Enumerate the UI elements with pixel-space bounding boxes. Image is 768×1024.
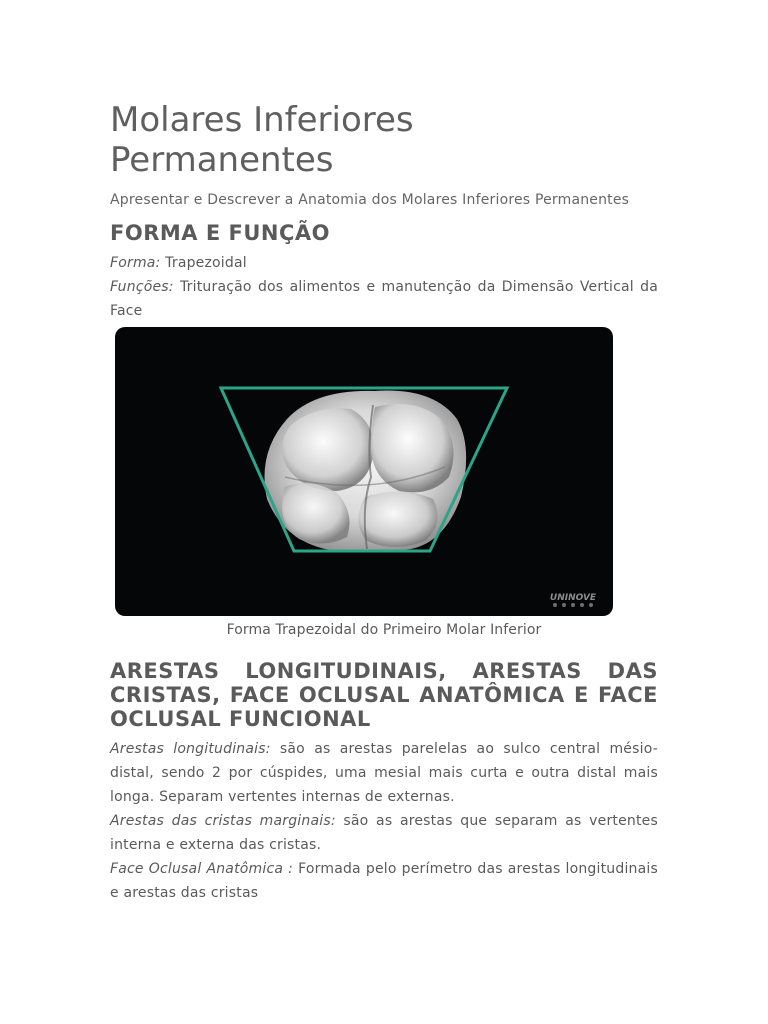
text-forma: Trapezoidal bbox=[160, 255, 247, 271]
paragraph-arestas-cristas bbox=[110, 809, 658, 857]
text-arestas-longitudinais: são as arestas parelelas ao sulco central mésio-distal, sendo 2 por cúspides, uma mesial mais curta e outra distal mais longa. Separam vertentes internas de externas. bbox=[110, 741, 658, 805]
term-forma: Forma: bbox=[110, 255, 161, 271]
paragraph-face-oclusal bbox=[110, 857, 658, 905]
watermark-dots bbox=[553, 603, 593, 607]
text-arestas-cristas: são as arestas que separam as vertentes interna e externa das cristas. bbox=[110, 813, 658, 853]
text-face-oclusal: Formada pelo perímetro das arestas longitudinais e arestas das cristas bbox=[110, 861, 658, 901]
paragraph-forma bbox=[110, 251, 658, 275]
paragraph-arestas-longitudinais bbox=[110, 737, 658, 809]
term-arestas-longitudinais: Arestas longitudinais: bbox=[110, 741, 271, 757]
paragraph-funcoes bbox=[110, 275, 658, 323]
text-funcoes: Trituração dos alimentos e manutenção da Dimensão Vertical da Face bbox=[110, 279, 658, 319]
molar-figure-svg bbox=[115, 327, 613, 616]
molar-tooth-image bbox=[265, 391, 467, 552]
page-title bbox=[110, 100, 658, 180]
molar-figure bbox=[115, 327, 613, 616]
figure-caption: Forma Trapezoidal do Primeiro Molar Inferior bbox=[226, 622, 542, 638]
title-line-1: Molares Inferiores bbox=[110, 100, 414, 140]
term-arestas-cristas: Arestas das cristas marginais: bbox=[110, 813, 336, 829]
term-face-oclusal: Face Oclusal Anatômica : bbox=[110, 861, 294, 877]
section-heading-forma: FORMA E FUNÇÃO bbox=[110, 221, 330, 245]
document-page bbox=[110, 100, 658, 905]
page-subtitle: Apresentar e Descrever a Anatomia dos Molares Inferiores Permanentes bbox=[110, 192, 630, 208]
watermark-logo: UNINOVE bbox=[549, 593, 597, 603]
title-line-2: Permanentes bbox=[110, 140, 334, 180]
section-heading-arestas: ARESTAS LONGITUDINAIS, ARESTAS DAS CRISTAS, FACE OCLUSAL ANATÔMICA E FACE OCLUSAL FUNCIONAL bbox=[110, 659, 658, 731]
term-funcoes: Funções: bbox=[110, 279, 174, 295]
